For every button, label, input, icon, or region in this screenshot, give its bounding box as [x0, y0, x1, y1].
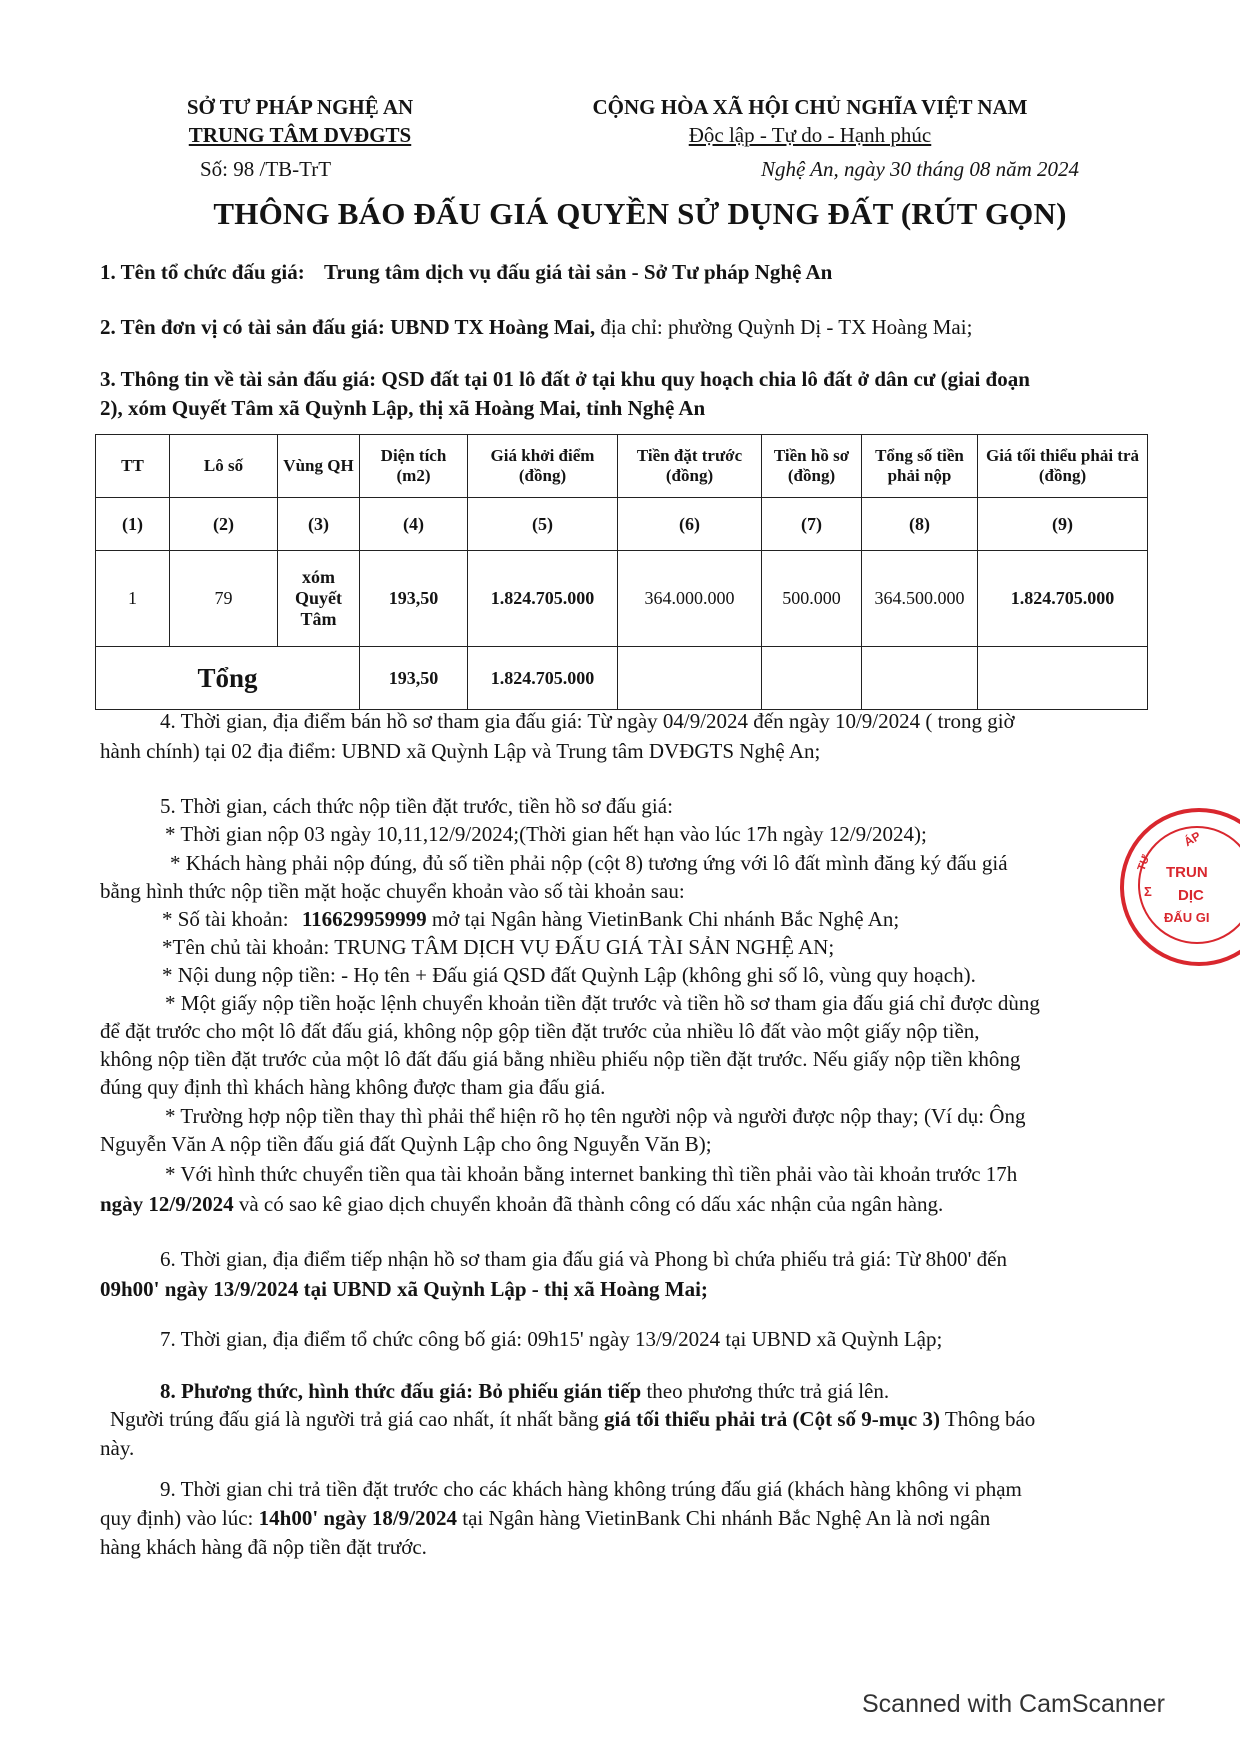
- cell-deposit: 364.000.000: [618, 551, 762, 647]
- section-4-line-2: hành chính) tại 02 địa điểm: UBND xã Quỳnh Lập và Trung tâm DVĐGTS Nghệ An;: [100, 739, 821, 763]
- scanner-watermark: Scanned with CamScanner: [862, 1690, 1165, 1718]
- table-header: Tổng số tiền phải nộp: [862, 435, 978, 498]
- agency-name: SỞ TƯ PHÁP NGHỆ AN: [186, 95, 414, 119]
- section-5-proxy-line-1: * Trường hợp nộp tiền thay thì phải thể hiện rõ họ tên người nộp và người được nộp thay; (Ví dụ: Ông: [165, 1104, 1026, 1128]
- account-number: 116629959999: [301, 907, 427, 931]
- section-5-rule-line-3: không nộp tiền đặt trước của một lô đất đấu giá bằng nhiều phiếu nộp tiền đặt trước. Nếu giấy nộp tiền không: [100, 1047, 1021, 1071]
- section-9-line-1: 9. Thời gian chi trả tiền đặt trước cho các khách hàng không trúng đấu giá (khách hàng không vi phạm: [160, 1477, 1022, 1501]
- asset-table: [95, 434, 1148, 710]
- cell-area: 193,50: [360, 551, 468, 647]
- section-5-rule-line-4: đúng quy định thì khách hàng không được tham gia đấu giá.: [100, 1075, 606, 1099]
- seal-arc-text: ÁP: [1181, 828, 1204, 850]
- national-motto: [560, 123, 1060, 148]
- section-4-line-1: 4. Thời gian, địa điểm bán hồ sơ tham gia đấu giá: Từ ngày 04/9/2024 đến ngày 10/9/2024 ( trong giờ: [160, 709, 1015, 733]
- section-3-line-2: 2), xóm Quyết Tâm xã Quỳnh Lập, thị xã Hoàng Mai, tỉnh Nghệ An: [100, 396, 706, 420]
- table-header: Diện tích (m2): [360, 435, 468, 498]
- cell-zone: xóm Quyết Tâm: [278, 551, 360, 647]
- section-7: 7. Thời gian, địa điểm tổ chức công bố giá: 09h15' ngày 13/9/2024 tại UBND xã Quỳnh Lập;: [160, 1327, 943, 1351]
- total-area: 193,50: [360, 647, 468, 710]
- section-1-label: 1. Tên tổ chức đấu giá:: [100, 260, 305, 284]
- section-6-line-2: 09h00' ngày 13/9/2024 tại UBND xã Quỳnh Lập - thị xã Hoàng Mai;: [100, 1277, 708, 1301]
- section-1: [100, 260, 832, 285]
- table-header: Giá tối thiểu phải trả (đồng): [978, 435, 1148, 498]
- section-8-line-1: [160, 1377, 889, 1406]
- section-5-pay-line-1: * Khách hàng phải nộp đúng, đủ số tiền phải nộp (cột 8) tương ứng với lô đất mình đăng ký đấu giá: [170, 851, 1008, 875]
- section-8-min-price: giá tối thiểu phải trả (Cột số 9-mục 3): [604, 1407, 940, 1431]
- center-name: [150, 123, 450, 148]
- seal-line-3: ĐẤU GI: [1164, 910, 1210, 925]
- section-5-rule-line-1: * Một giấy nộp tiền hoặc lệnh chuyển khoản tiền đặt trước và tiền hồ sơ tham gia đấu giá chỉ được dùng: [165, 991, 1040, 1015]
- table-header: Giá khởi điểm (đồng): [468, 435, 618, 498]
- section-5-proxy-line-2: Nguyễn Văn A nộp tiền đấu giá đất Quỳnh Lập cho ông Nguyễn Văn B);: [100, 1132, 712, 1156]
- cell-lot-number: 79: [170, 551, 278, 647]
- column-number: (7): [762, 498, 862, 551]
- cell-start-price: 1.824.705.000: [468, 551, 618, 647]
- section-2-owner: UBND TX Hoàng Mai,: [390, 315, 596, 339]
- section-5-owner: *Tên chủ tài khoản: TRUNG TÂM DỊCH VỤ ĐẤU GIÁ TÀI SẢN NGHỆ AN;: [162, 935, 835, 959]
- section-5-rule-line-2: để đặt trước cho một lô đất đấu giá, không nộp gộp tiền đặt trước của nhiều lô đất vào một giấy nộp tiền,: [100, 1019, 980, 1043]
- table-header: TT: [96, 435, 170, 498]
- center-name-text: TRUNG TÂM DVĐGTS: [188, 123, 412, 147]
- banking-deadline: ngày 12/9/2024: [100, 1192, 234, 1216]
- table-header-row: [96, 435, 1148, 498]
- section-6-line-1: 6. Thời gian, địa điểm tiếp nhận hồ sơ tham gia đấu giá và Phong bì chứa phiếu trả giá: Từ 8h00' đến: [160, 1247, 1007, 1271]
- column-number: (5): [468, 498, 618, 551]
- section-2: [100, 315, 972, 340]
- column-number-row: [96, 498, 1148, 551]
- account-bank: mở tại Ngân hàng VietinBank Chi nhánh Bắc Nghệ An;: [431, 907, 900, 931]
- total-label: Tổng: [96, 647, 360, 710]
- column-number: (2): [170, 498, 278, 551]
- section-8-label: 8. Phương thức, hình thức đấu giá:: [160, 1379, 474, 1403]
- table-header: Lô số: [170, 435, 278, 498]
- section-2-label: 2. Tên đơn vị có tài sản đấu giá:: [100, 315, 385, 339]
- total-row: [96, 647, 1148, 710]
- section-5-title: 5. Thời gian, cách thức nộp tiền đặt trước, tiền hồ sơ đấu giá:: [160, 794, 673, 818]
- total-empty-cell: [862, 647, 978, 710]
- total-empty-cell: [762, 647, 862, 710]
- cell-min-price: 1.824.705.000: [978, 551, 1148, 647]
- total-empty-cell: [618, 647, 762, 710]
- banking-note: và có sao kê giao dịch chuyển khoản đã thành công có dấu xác nhận của ngân hàng.: [238, 1192, 944, 1216]
- column-number: (3): [278, 498, 360, 551]
- total-empty-cell: [978, 647, 1148, 710]
- section-5-payment-content: * Nội dung nộp tiền: - Họ tên + Đấu giá QSD đất Quỳnh Lập (không ghi số lô, vùng quy hoạch).: [162, 963, 976, 987]
- cell-tt: 1: [96, 551, 170, 647]
- table-header: Tiền đặt trước (đồng): [618, 435, 762, 498]
- national-motto-text: Độc lập - Tự do - Hạnh phúc: [688, 123, 932, 147]
- column-number: (8): [862, 498, 978, 551]
- section-1-value: Trung tâm dịch vụ đấu giá tài sản - Sở Tư pháp Nghệ An: [323, 260, 833, 284]
- document-date: Nghệ An, ngày 30 tháng 08 năm 2024: [760, 157, 1080, 181]
- official-seal: [1120, 808, 1240, 966]
- section-5-account: [162, 905, 899, 934]
- section-5-banking-line-2: [100, 1190, 943, 1219]
- section-8-line-3: này.: [100, 1436, 135, 1460]
- table-row: [96, 551, 1148, 647]
- cell-file-fee: 500.000: [762, 551, 862, 647]
- column-number: (4): [360, 498, 468, 551]
- section-9-start: quy định) vào lúc:: [100, 1506, 254, 1530]
- national-title: CỘNG HÒA XÃ HỘI CHỦ NGHĨA VIỆT NAM: [592, 95, 1028, 119]
- section-8-method-rest: theo phương thức trả giá lên.: [646, 1379, 890, 1403]
- document-number: Số: 98 /TB-TrT: [200, 157, 332, 181]
- seal-line-2: DỊC: [1178, 887, 1204, 904]
- cell-total-payment: 364.500.000: [862, 551, 978, 647]
- section-8-method: Bỏ phiếu gián tiếp: [478, 1379, 642, 1403]
- seal-side-mark-2: TƯ: [1135, 853, 1153, 873]
- total-start-price: 1.824.705.000: [468, 647, 618, 710]
- column-number: (6): [618, 498, 762, 551]
- section-2-address: địa chỉ: phường Quỳnh Dị - TX Hoàng Mai;: [600, 315, 973, 339]
- section-5-pay-line-2: bằng hình thức nộp tiền mặt hoặc chuyển khoản vào số tài khoản sau:: [100, 879, 685, 903]
- section-9-line-2: [100, 1504, 990, 1533]
- document-title: THÔNG BÁO ĐẤU GIÁ QUYỀN SỬ DỤNG ĐẤT (RÚT GỌN): [213, 196, 1067, 231]
- column-number: (1): [96, 498, 170, 551]
- table-header: Tiền hồ sơ (đồng): [762, 435, 862, 498]
- section-5-banking-line-1: * Với hình thức chuyển tiền qua tài khoản bằng internet banking thì tiền phải vào tài khoản trước 17h: [165, 1162, 1018, 1186]
- column-number: (9): [978, 498, 1148, 551]
- section-9-line-3: hàng khách hàng đã nộp tiền đặt trước.: [100, 1535, 427, 1559]
- section-3-line-1: 3. Thông tin về tài sản đấu giá: QSD đất tại 01 lô đất ở tại khu quy hoạch chia lô đất ở dân cư (giai đoạn: [100, 367, 1030, 391]
- account-label: * Số tài khoản:: [162, 907, 289, 931]
- section-9-time: 14h00' ngày 18/9/2024: [258, 1506, 458, 1530]
- seal-side-mark: Σ: [1144, 884, 1152, 899]
- table-header: Vùng QH: [278, 435, 360, 498]
- section-8-line-2: [110, 1405, 1035, 1434]
- section-8-end: Thông báo: [944, 1407, 1036, 1431]
- section-5-deadline: * Thời gian nộp 03 ngày 10,11,12/9/2024;(Thời gian hết hạn vào lúc 17h ngày 12/9/2024);: [165, 822, 927, 846]
- seal-line-1: TRUN: [1166, 864, 1208, 881]
- section-9-place: tại Ngân hàng VietinBank Chi nhánh Bắc Nghệ An là nơi ngân: [462, 1506, 991, 1530]
- section-8-winner: Người trúng đấu giá là người trả giá cao nhất, ít nhất bằng: [110, 1407, 599, 1431]
